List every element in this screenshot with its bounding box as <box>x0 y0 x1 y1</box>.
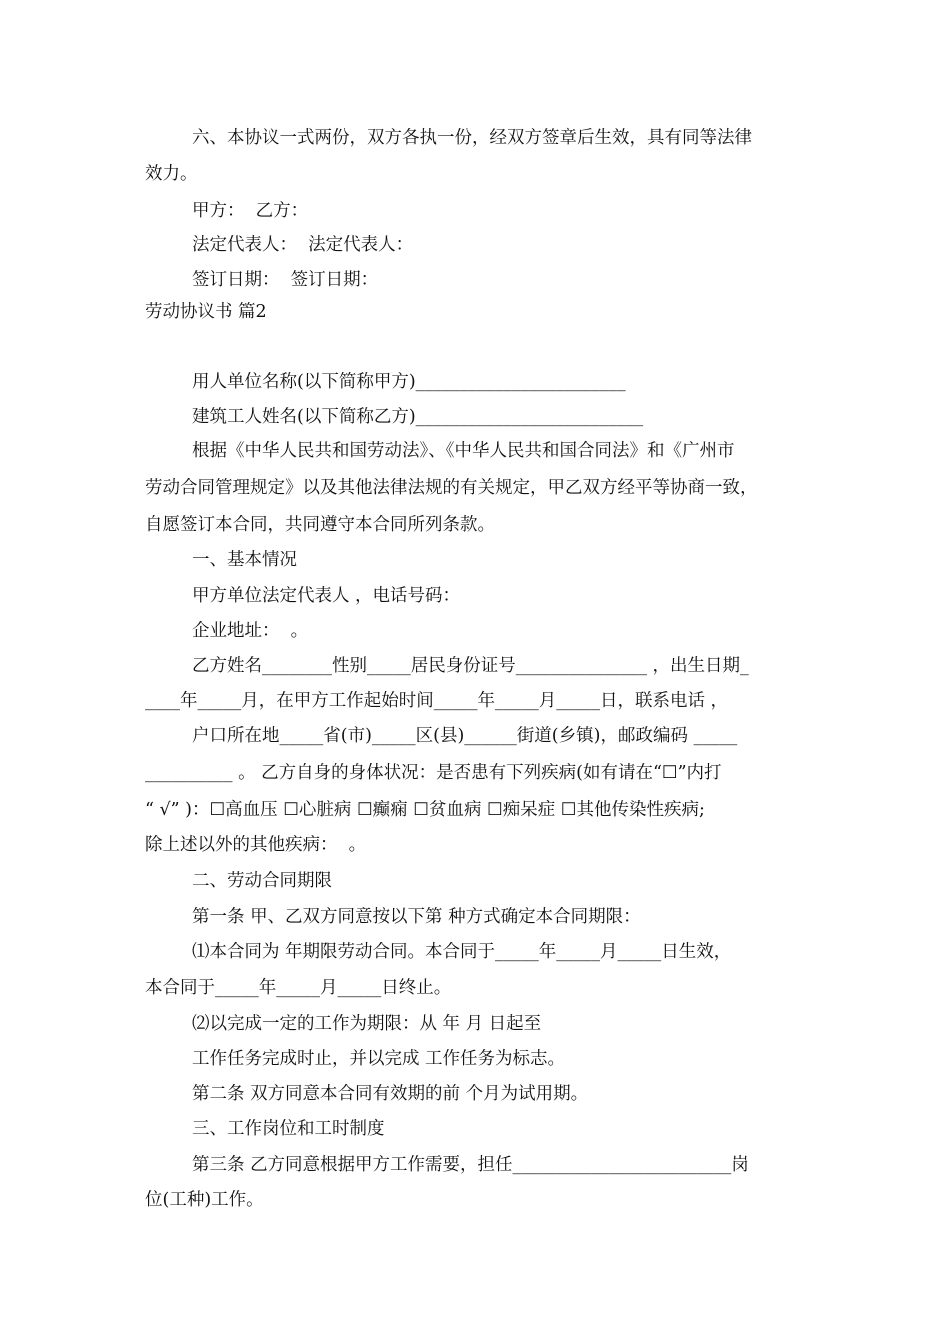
article-two-line: 第二条 双方同意本合同有效期的前 个月为试用期。 <box>192 1084 589 1104</box>
signing-date-labels: 签订日期： 签订日期： <box>192 270 379 290</box>
household-registration-line: 户口所在地_____省(市)_____区(县)______街道(乡镇)，邮政编码 _____ <box>192 726 738 746</box>
preamble-line-3: 自愿签订本合同，共同遵守本合同所列条款。 <box>145 515 495 535</box>
heading-contract-term: 二、劳动合同期限 <box>192 871 332 891</box>
employer-name-field: 用人单位名称(以下简称甲方)________________________ <box>192 372 626 392</box>
heading-basic-info: 一、基本情况 <box>192 550 297 570</box>
article-three-line-2: 位(工种)工作。 <box>145 1190 264 1210</box>
paragraph-six-line-1: 六、本协议一式两份，双方各执一份，经双方签章后生效，具有同等法律 <box>192 128 752 148</box>
preamble-line-1: 根据《中华人民共和国劳动法》、《中华人民共和国合同法》和《广州市 <box>192 441 735 461</box>
heading-position-hours: 三、工作岗位和工时制度 <box>192 1119 385 1139</box>
employer-representative-line: 甲方单位法定代表人 ，电话号码： <box>192 586 461 606</box>
article-three-line-1: 第三条 乙方同意根据甲方工作需要，担任_________________________岗 <box>192 1155 749 1175</box>
article-one-line: 第一条 甲、乙双方同意按以下第 种方式确定本合同期限： <box>192 907 641 927</box>
legal-representative-labels: 法定代表人： 法定代表人： <box>192 235 414 255</box>
worker-info-line-1: 乙方姓名________性别_____居民身份证号_______________ ，出生日期_ <box>192 656 749 676</box>
section-title: 劳动协议书 篇2 <box>145 302 267 322</box>
preamble-line-2: 劳动合同管理规定》以及其他法律法规的有关规定，甲乙双方经平等协商一致， <box>145 478 758 498</box>
paragraph-six-line-2: 效力。 <box>145 164 198 184</box>
health-status-line-1: __________ 。 乙方自身的身体状况：是否患有下列疾病(如有请在“☐”内打 <box>145 763 722 783</box>
term-option-1-line-1: ⑴本合同为 年期限劳动合同。本合同于_____年_____月_____日生效， <box>192 942 732 962</box>
worker-info-line-2: ____年_____月，在甲方工作起始时间_____年_____月_____日，联系电话 ， <box>145 691 729 711</box>
term-option-1-line-2: 本合同于_____年_____月_____日终止。 <box>145 978 452 998</box>
health-status-line-2: “ √” )：☐高血压 ☐心脏病 ☐癫痫 ☐贫血病 ☐痴呆症 ☐其他传染性疾病; <box>145 800 705 820</box>
party-labels: 甲方： 乙方： <box>192 201 309 221</box>
term-option-2-line-2: 工作任务完成时止，并以完成 工作任务为标志。 <box>192 1049 566 1069</box>
worker-name-field: 建筑工人姓名(以下简称乙方)__________________________ <box>192 407 644 427</box>
health-status-line-3: 除上述以外的其他疾病： 。 <box>145 835 367 855</box>
term-option-2-line-1: ⑵以完成一定的工作为期限：从 年 月 日起至 <box>192 1014 542 1034</box>
company-address-line: 企业地址： 。 <box>192 621 309 641</box>
